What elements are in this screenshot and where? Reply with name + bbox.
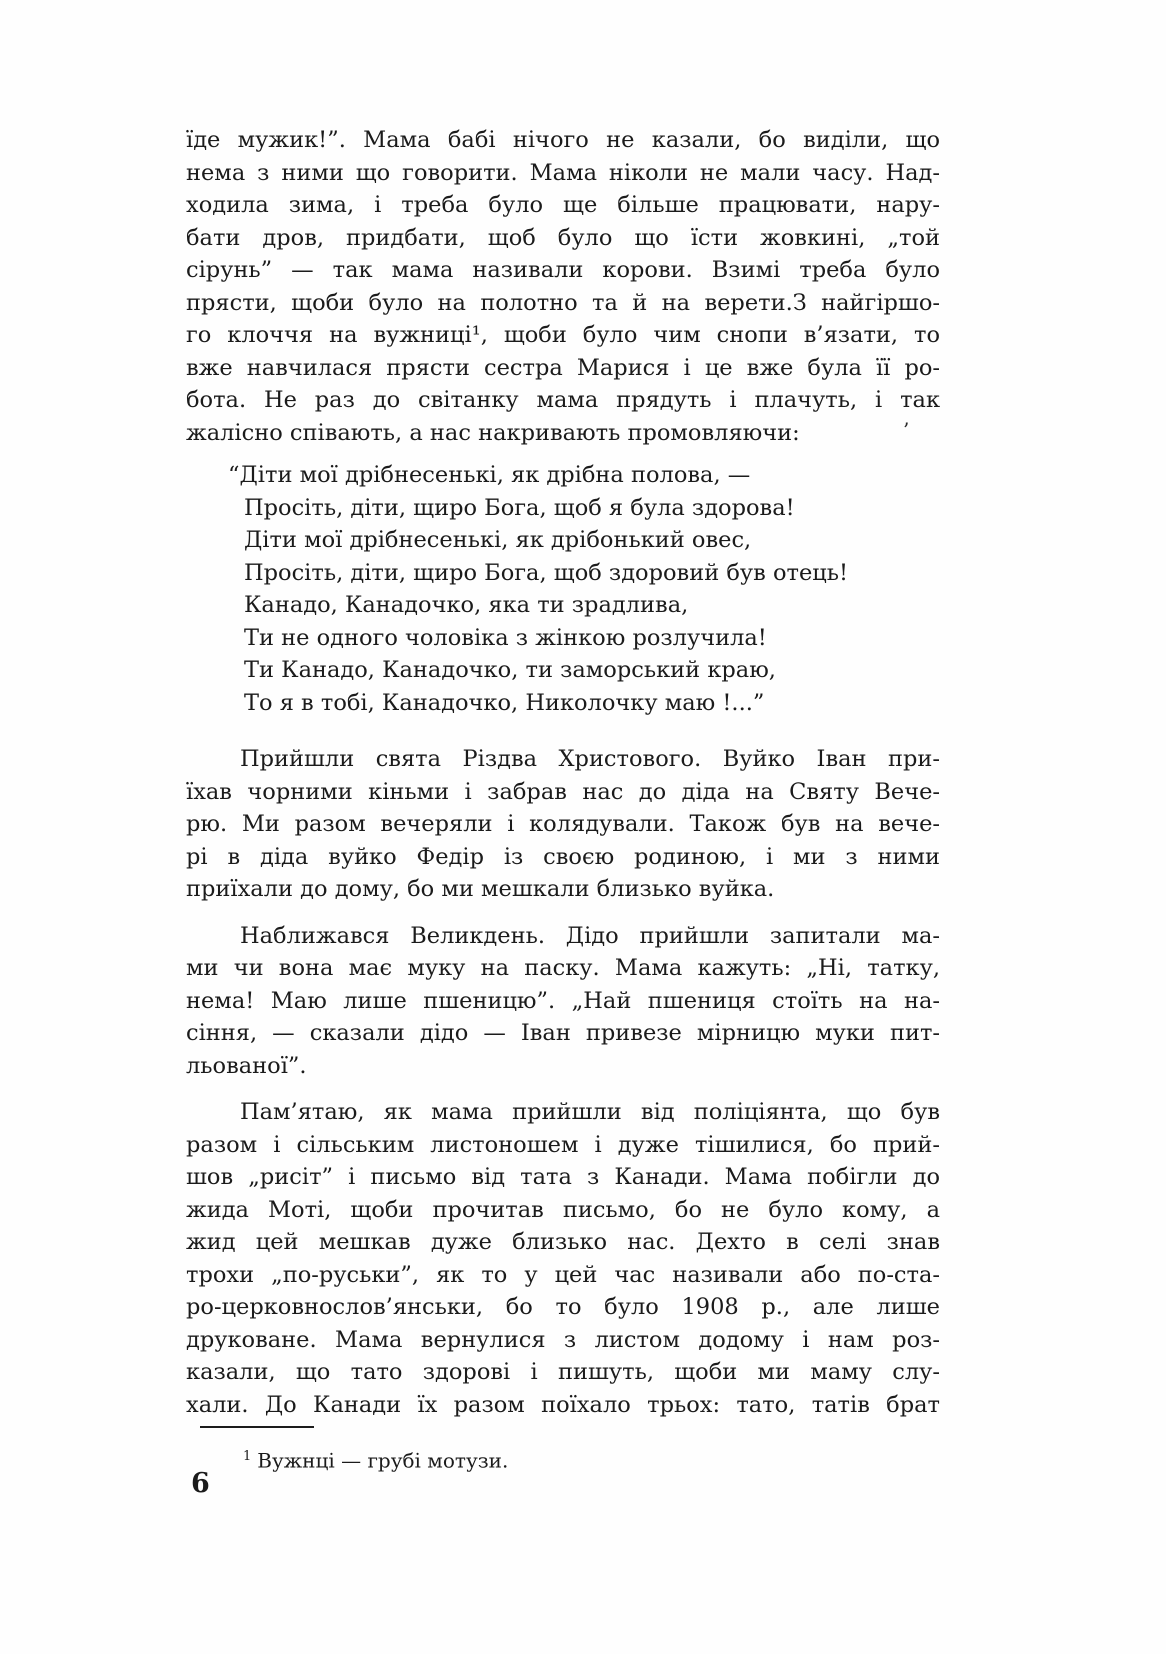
footnote-marker: 1 — [243, 1449, 252, 1464]
prose-line: нема! Маю лише пшеницю”. „Най пшениця стоїть на на- — [186, 987, 940, 1014]
prose-line: їде мужик!”. Мама бабі нічого не казали, бо виділи, що — [186, 127, 940, 153]
prose-line: Наближався Великдень. Дідо прийшли запитали ма- — [240, 922, 940, 949]
prose-line: приїхали до дому, бо ми мешкали близько вуйка. — [186, 876, 775, 902]
prose-block — [186, 124, 940, 449]
footnote-divider — [200, 1426, 314, 1428]
prose-line: трохи „по-руськи”, як то у цей час називали або по-ста- — [186, 1261, 940, 1288]
prose-line: ходила зима, і треба було ще більше працювати, нару- — [186, 192, 940, 218]
verse-line: То я в тобі, Канадочко, Николочку маю !...” — [244, 689, 765, 716]
verse-line: “Діти мої дрібнесенькі, як дрібна полова, — — [228, 462, 751, 488]
footnote-text: Вужнці — грубі мотузи. — [257, 1448, 509, 1473]
verse-line: Просіть, діти, щиро Бога, щоб здоровий був отець! — [244, 559, 849, 586]
verse-line: Діти мої дрібнесенькі, як дрібонький овес, — [244, 527, 752, 553]
prose-line: льованої”. — [186, 1052, 307, 1079]
prose-line: нема з ними що говорити. Мама ніколи не мали часу. Над- — [186, 159, 940, 186]
prose-line: вже навчилася прясти сестра Марися і це вже була її ро- — [186, 354, 940, 381]
verse-line: Ти не одного чоловіка з жінкою розлучила! — [244, 624, 767, 651]
verse-line: Просіть, діти, щиро Бога, щоб я була здорова! — [244, 494, 795, 521]
prose-line: Пам’ятаю, як мама прийшли від поліціянта, що був — [240, 1099, 940, 1125]
prose-line: бота. Не раз до світанку мама прядуть і плачуть, і так — [186, 387, 940, 413]
prose-block — [186, 920, 940, 1083]
prose-line: рю. Ми разом вечеряли і колядували. Також був на вече- — [186, 811, 940, 837]
prose-line: разом і сільським листоношем і дуже тішилися, бо прий- — [186, 1131, 940, 1158]
prose-line: прясти, щоби було на полотно та й на верети.З найгіршо- — [186, 289, 940, 316]
page-text — [186, 124, 940, 1421]
prose-line: казали, що тато здорові і пишуть, щоби ми маму слу- — [186, 1359, 940, 1385]
prose-line: сірунь” — так мама називали корови. Взимі треба було — [186, 257, 940, 283]
prose-line: го клоччя на вужниці¹, щоби було чим снопи в’язати, то — [186, 322, 940, 348]
stray-ink-mark: ’ — [903, 418, 910, 442]
prose-line: ро-церковнослов’янськи, бо то було 1908 р., але лише — [186, 1294, 940, 1320]
prose-line: жида Моті, щоби прочитав письмо, бо не було кому, а — [186, 1196, 940, 1223]
prose-block — [186, 743, 940, 906]
verse-block — [186, 459, 940, 719]
prose-line: ми чи вона має муку на паску. Мама кажуть: „Ні, татку, — [186, 955, 940, 981]
prose-line: жид цей мешкав дуже близько нас. Дехто в селі знав — [186, 1229, 940, 1255]
prose-line: друковане. Мама вернулися з листом додому і нам роз- — [186, 1326, 940, 1353]
prose-line: Прийшли свята Різдва Христового. Вуйко Іван при- — [240, 746, 940, 772]
footnote — [186, 1444, 940, 1474]
prose-line: рі в діда вуйко Федір із своєю родиною, і ми з ними — [186, 843, 940, 870]
prose-line: бати дров, придбати, щоб було що їсти жовкині, „той — [186, 224, 940, 251]
prose-line: хали. До Канади їх разом поїхало трьох: тато, татів брат — [186, 1391, 940, 1418]
prose-block — [186, 1096, 940, 1421]
verse-line: Канадо, Канадочко, яка ти зрадлива, — [244, 592, 689, 618]
prose-line: їхав чорними кіньми і забрав нас до діда на Святу Вече- — [186, 778, 940, 805]
prose-line: шов „рисіт” і письмо від тата з Канади. Мама побігли до — [186, 1164, 940, 1190]
verse-line: Ти Канадо, Канадочко, ти заморський краю, — [244, 657, 776, 683]
page-number: 6 — [191, 1468, 211, 1499]
prose-line: сіння, — сказали дідо — Іван привезе мірницю муки пит- — [186, 1020, 940, 1046]
prose-line: жалісно співають, а нас накривають промовляючи: — [186, 419, 800, 446]
